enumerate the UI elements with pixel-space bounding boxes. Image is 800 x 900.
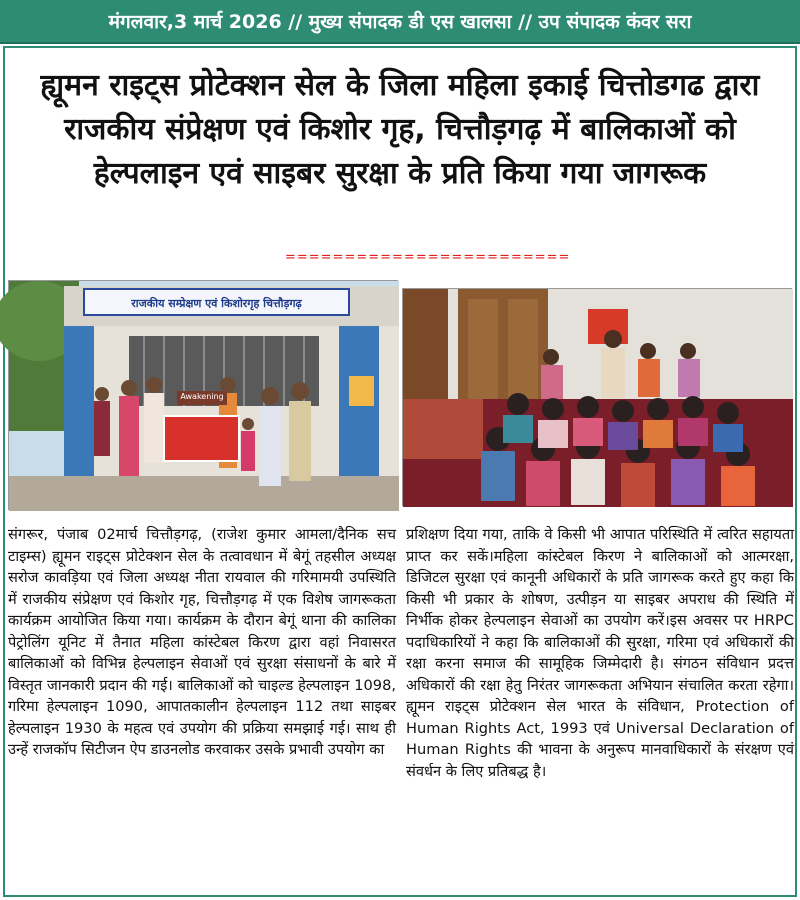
- masthead-text: मंगलवार,3 मार्च 2026 // मुख्य संपादक डी एस खालसा // उप संपादक कंवर सरा: [108, 11, 692, 33]
- session-photo-illustration: [403, 289, 793, 507]
- event-photo-building: [8, 280, 398, 510]
- building-sign-text: राजकीय सम्प्रेक्षण एवं किशोरगृह चित्तौड़गढ़: [131, 297, 302, 310]
- event-photo-session: [402, 288, 792, 506]
- article-column-left: संगरूर, पंजाब 02मार्च चित्तौड़गढ़, (राजेश कुमार आमला/दैनिक सच टाइम्स) ह्यूमन राइट्स प्रोटेक्शन सेल के तत्वावधान में बेगूं तहसील अध्यक्ष सरोज कावड़िया एवं जिला अध्यक्ष नीता रायवाल की गरिमामयी उपस्थिति में राजकीय संप्रेक्षण एवं किशोर गृह, चित्तौड़गढ़ में एक विशेष जागरूकता कार्यक्रम आयोजित किया गया। कार्यक्रम के दौरान बेगूं थाना की कालिका पेट्रोलिंग यूनिट में तैनात महिला कांस्टेबल किरण द्वारा वहां निवासरत बालिकाओं को विभिन्न हेल्पलाइन सेवाओं एवं सुरक्षा संसाधनों के बारे में विस्तृत जानकारी प्रदान की गई। बालिकाओं को चाइल्ड हेल्पलाइन 1098, गरिमा हेल्पलाइन 1090, आपातकालीन हेल्पलाइन 112 तथा साइबर हेल्पलाइन 1930 के महत्व एवं उपयोग की प्रक्रिया समझाई गई। साथ ही उन्हें राजकॉप सिटीजन ऐप डाउनलोड करवाकर उसके प्रभावी उपयोग का: [8, 526, 397, 758]
- article-body: [8, 524, 794, 896]
- masthead-bar: [0, 0, 800, 44]
- article-column-right: प्रशिक्षण दिया गया, ताकि वे किसी भी आपात परिस्थिति में त्वरित सहायता प्राप्त कर सकें।महिला कांस्टेबल किरण ने बालिकाओं को आत्मरक्षा, डिजिटल सुरक्षा एवं कानूनी अधिकारों के प्रति जागरूक करते हुए कहा कि किसी भी प्रकार के शोषण, उत्पीड़न या साइबर अपराध की स्थिति में निर्भीक होकर हेल्पलाइन सेवाओं का उपयोग करें।इस अवसर पर HRPC पदाधिकारियों ने कहा कि बालिकाओं की सुरक्षा, गरिमा एवं अधिकारों की रक्षा करना समाज की सामूहिक जिम्मेदारी है। संगठन संविधान प्रदत्त अधिकारों की रक्षा हेतु निरंतर जागरूकता अभियान संचालित करता रहेगा।ह्यूमन राइट्स प्रोटेक्शन सेल भारत के संविधान, Protection of Human Rights Act, 1993 एवं Universal Declaration of Human Rights की भावना के अनुरूप मानवाधिकारों के संरक्षण एवं संवर्धन के लिए प्रतिबद्ध है।: [406, 526, 794, 780]
- headline-divider: ========================: [285, 250, 571, 265]
- banner-text: Awakening: [180, 392, 224, 401]
- headline: ह्यूमन राइट्स प्रोटेक्शन सेल के जिला महिला इकाई चित्तोडगढ द्वारा राजकीय संप्रेक्षण एवं किशोर गृह, चित्तौड़गढ़ में बालिकाओं को हेल्पलाइन एवं साइबर सुरक्षा के प्रति किया गया जागरूक: [40, 68, 760, 191]
